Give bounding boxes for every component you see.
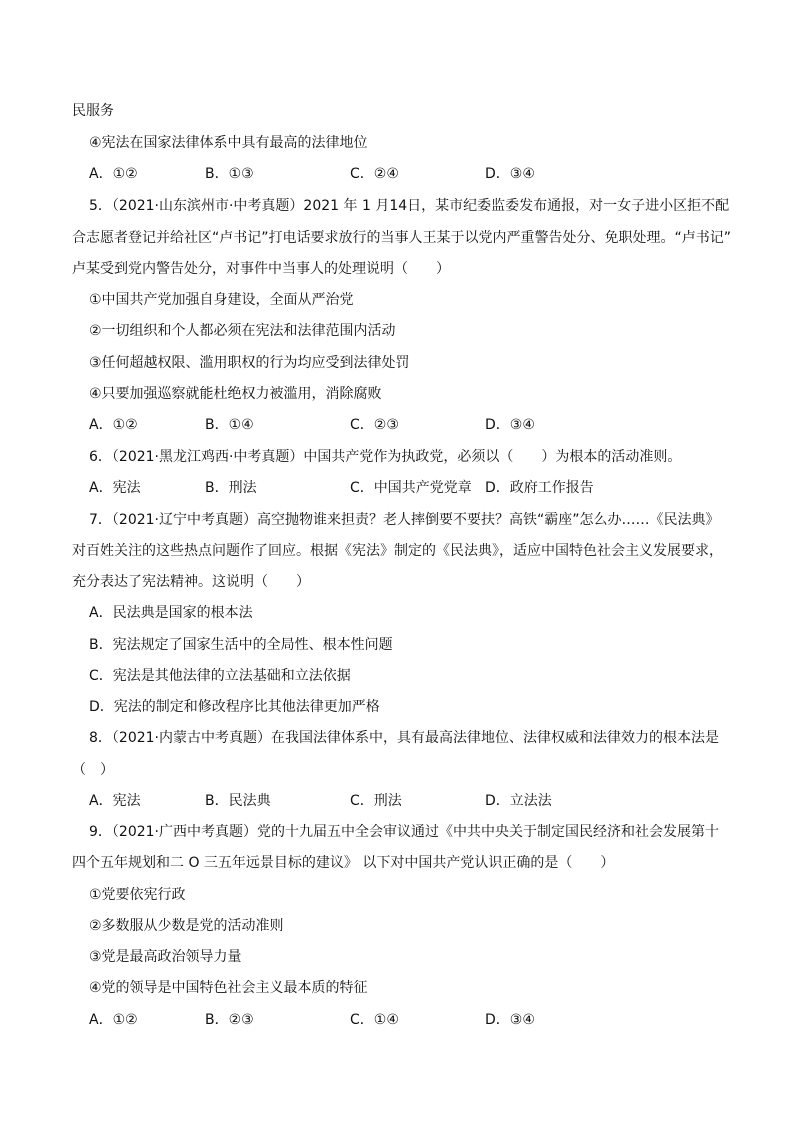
statement-4: ④只要加强巡察就能杜绝权力被滥用，消除腐败	[89, 386, 382, 402]
question-5-stem: 合志愿者登记并给社区“卢书记”打电话要求放行的当事人王某于以党内严重警告处分、免职处理。“卢书记”	[72, 230, 732, 246]
option-d[interactable]: D．③④	[485, 1012, 535, 1028]
option-b[interactable]: B．①③	[205, 166, 254, 182]
statement-4: ④党的领导是中国特色社会主义最本质的特征	[89, 980, 368, 996]
option-d[interactable]: D．宪法的制定和修改程序比其他法律更加严格	[89, 699, 380, 715]
option-b[interactable]: B．宪法规定了国家生活中的全局性、根本性问题	[89, 637, 393, 653]
option-a[interactable]: A．①②	[89, 166, 138, 182]
option-d[interactable]: D．③④	[485, 166, 535, 182]
option-d[interactable]: D．③④	[485, 417, 535, 433]
option-a[interactable]: A．宪法	[89, 793, 141, 809]
statement-1: ①党要依宪行政	[89, 887, 186, 903]
question-7-stem: 对百姓关注的这些热点问题作了回应。根据《宪法》制定的《民法典》，适应中国特色社会主义发展要求，	[72, 543, 723, 559]
statement-1: ①中国共产党加强自身建设，全面从严治党	[89, 292, 354, 308]
option-d[interactable]: D．政府工作报告	[485, 480, 594, 496]
option-c[interactable]: C．宪法是其他法律的立法基础和立法依据	[89, 668, 351, 684]
option-d[interactable]: D．立法法	[485, 793, 552, 809]
option-b[interactable]: B．①④	[205, 417, 254, 433]
statement-4: ④宪法在国家法律体系中具有最高的法律地位	[89, 135, 368, 151]
question-7-stem: 7．（2021·辽宁中考真题）高空抛物谁来担责？老人摔倒要不要扶？高铁“霸座”怎么办……《民法典》	[89, 512, 720, 528]
option-b[interactable]: B．②③	[205, 1012, 254, 1028]
q8-options	[89, 791, 729, 811]
option-c[interactable]: C．②④	[350, 166, 399, 182]
option-a[interactable]: A．①②	[89, 417, 138, 433]
question-8-stem: 8．（2021·内蒙古中考真题）在我国法律体系中，具有最高法律地位、法律权威和法律效力的根本法是	[89, 730, 719, 746]
question-7-stem: 充分表达了宪法精神。这说明（ ）	[72, 574, 310, 590]
text-line: 民服务	[72, 103, 114, 119]
statement-2: ②一切组织和个人都必须在宪法和法律范围内活动	[89, 323, 396, 339]
option-a[interactable]: A．①②	[89, 1012, 138, 1028]
option-a[interactable]: A．宪法	[89, 480, 141, 496]
question-8-stem: （ ）	[72, 762, 114, 778]
q5-options	[89, 415, 729, 435]
option-b[interactable]: B．民法典	[205, 793, 271, 809]
option-c[interactable]: C．①④	[350, 1012, 399, 1028]
question-5-stem: 卢某受到党内警告处分，对事件中当事人的处理说明（ ）	[72, 261, 450, 277]
q4-options	[89, 164, 729, 184]
question-5-stem: 5．（2021·山东滨州市·中考真题）2021 年 1 月14日，某市纪委监委发布通报，对一女子进小区拒不配	[89, 198, 730, 214]
question-6-stem: 6．（2021·黑龙江鸡西·中考真题）中国共产党作为执政党，必须以（ ）为根本的活动准则。	[89, 449, 682, 465]
option-b[interactable]: B．刑法	[205, 480, 257, 496]
option-c[interactable]: C．②③	[350, 417, 399, 433]
option-c[interactable]: C．中国共产党党章	[350, 480, 472, 496]
option-c[interactable]: C．刑法	[350, 793, 402, 809]
statement-3: ③任何超越权限、滥用职权的行为均应受到法律处罚	[89, 355, 410, 371]
option-a[interactable]: A．民法典是国家的根本法	[89, 605, 253, 621]
q6-options	[89, 478, 729, 498]
statement-2: ②多数服从少数是党的活动准则	[89, 918, 284, 934]
question-9-stem: 四个五年规划和二 O 三五年远景目标的建议》 以下对中国共产党认识正确的是（ ）	[72, 855, 615, 871]
question-9-stem: 9．（2021·广西中考真题）党的十九届五中全会审议通过《中共中央关于制定国民经济和社会发展第十	[89, 824, 719, 840]
statement-3: ③党是最高政治领导力量	[89, 949, 242, 965]
q9-options	[89, 1010, 729, 1030]
